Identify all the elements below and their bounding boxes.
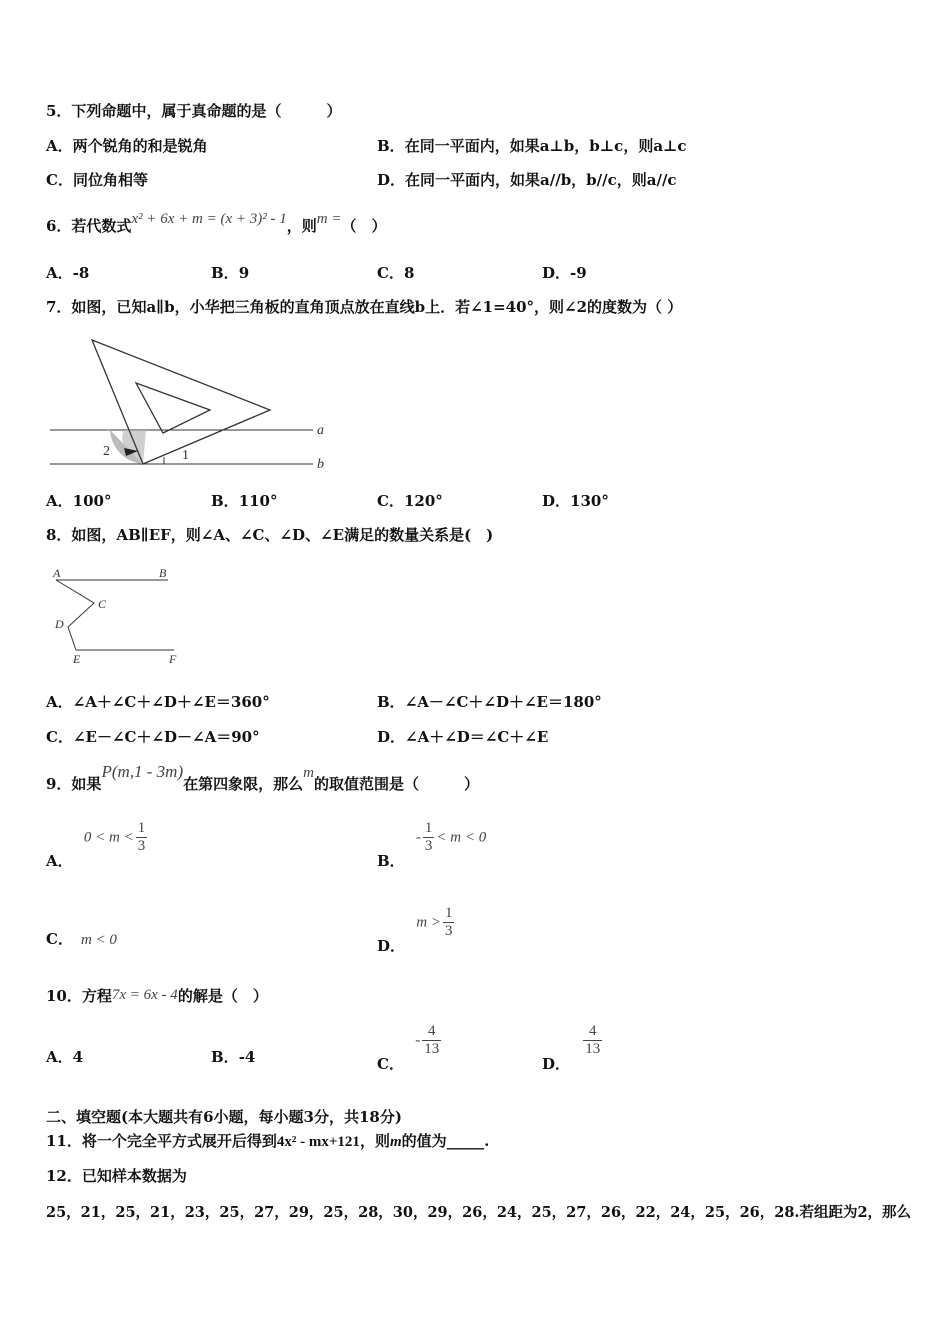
q9-point: P(m,1 - 3m)	[101, 762, 184, 781]
section-title: 二、填空题(本大题共有6小题，每小题3分，共18分)	[46, 1108, 402, 1126]
q6-option-c: C．8	[377, 264, 415, 282]
q5-option-b: B．在同一平面内，如果a⊥b，b⊥c，则a⊥c	[377, 137, 687, 155]
q6-formula: x² + 6x + m = (x + 3)² - 1	[131, 211, 287, 227]
q9-option-d: D． m > $\frac{1}{3}$	[377, 905, 453, 955]
q8-option-a: A．∠A＋∠C＋∠D＋∠E＝360°	[46, 693, 270, 711]
q10-equation: 7x = 6x - 4	[111, 987, 178, 1003]
q8-stem: 8．如图，AB∥EF，则∠A、∠C、∠D、∠E满足的数量关系是( )	[46, 526, 494, 544]
q9-option-a: A． 0 < m < $\frac{1}{3}$	[46, 820, 146, 870]
q8-option-c: C．∠E－∠C＋∠D－∠A＝90°	[46, 728, 260, 746]
q12-stem: 12．已知样本数据为	[46, 1167, 187, 1185]
q7-option-a: A．100°	[46, 492, 112, 510]
q10-option-c: C． - $\frac{4}{13}$	[377, 1023, 440, 1073]
q5-option-d: D．在同一平面内，如果a//b，b//c，则a//c	[377, 171, 677, 189]
q7-option-b: B．110°	[211, 492, 278, 510]
label-A: A	[53, 566, 61, 580]
q6-option-d: D．-9	[542, 264, 587, 282]
path-cde	[56, 580, 174, 650]
label-angle2: 2	[103, 444, 110, 459]
q5-stem: 5．下列命题中，属于真命题的是（ ）	[46, 102, 342, 120]
label-a: a	[317, 423, 324, 438]
q12-data: 25，21，25，21，23，25，27，29，25，28，30，29，26，24，25，27，26，22，24，25，26，28.若组距为2，那么	[46, 1204, 912, 1221]
q5-option-a: A．两个锐角的和是锐角	[46, 137, 208, 155]
triangle-inner	[136, 383, 210, 433]
q8-option-b: B．∠A－∠C＋∠D＋∠E＝180°	[377, 693, 602, 711]
q9-option-c: C． m < 0	[46, 930, 117, 948]
q10-stem: 10．方程7x = 6x - 4的解是（ ）	[46, 987, 268, 1005]
label-B: B	[159, 566, 167, 580]
label-b: b	[317, 457, 324, 472]
q7-stem: 7．如图，已知a∥b，小华把三角板的直角顶点放在直线b上．若∠1=40°，则∠2的度数为（ ）	[46, 298, 683, 316]
q6-option-a: A．-8	[46, 264, 90, 282]
q10-option-d: D． $\frac{4}{13}$	[542, 1023, 601, 1073]
q9-stem: 9．如果P(m,1 - 3m)在第四象限，那么m的取值范围是（ ）	[46, 762, 479, 793]
q8-option-d: D．∠A＋∠D＝∠C＋∠E	[377, 728, 549, 746]
q10-option-a: A．4	[46, 1048, 84, 1066]
label-angle1: 1	[182, 448, 189, 463]
q10-option-b: B．-4	[211, 1048, 256, 1066]
q11-stem: 11．将一个完全平方式展开后得到4x² - mx+121，则m的值为_____.	[46, 1132, 490, 1150]
label-C: C	[98, 597, 107, 611]
label-E: E	[73, 652, 81, 666]
q6-stem: 6．若代数式x² + 6x + m = (x + 3)² - 1，则m =（ ）	[46, 211, 387, 235]
q9-option-b: B． - $\frac{1}{3}$ < m < 0	[377, 820, 487, 870]
q5-option-c: C．同位角相等	[46, 171, 148, 189]
q8-figure	[46, 560, 186, 670]
q7-option-d: D．130°	[542, 492, 609, 510]
q6-option-b: B．9	[211, 264, 250, 282]
q7-option-c: C．120°	[377, 492, 443, 510]
label-D: D	[55, 617, 64, 631]
label-F: F	[169, 652, 177, 666]
q7-figure	[46, 335, 336, 475]
